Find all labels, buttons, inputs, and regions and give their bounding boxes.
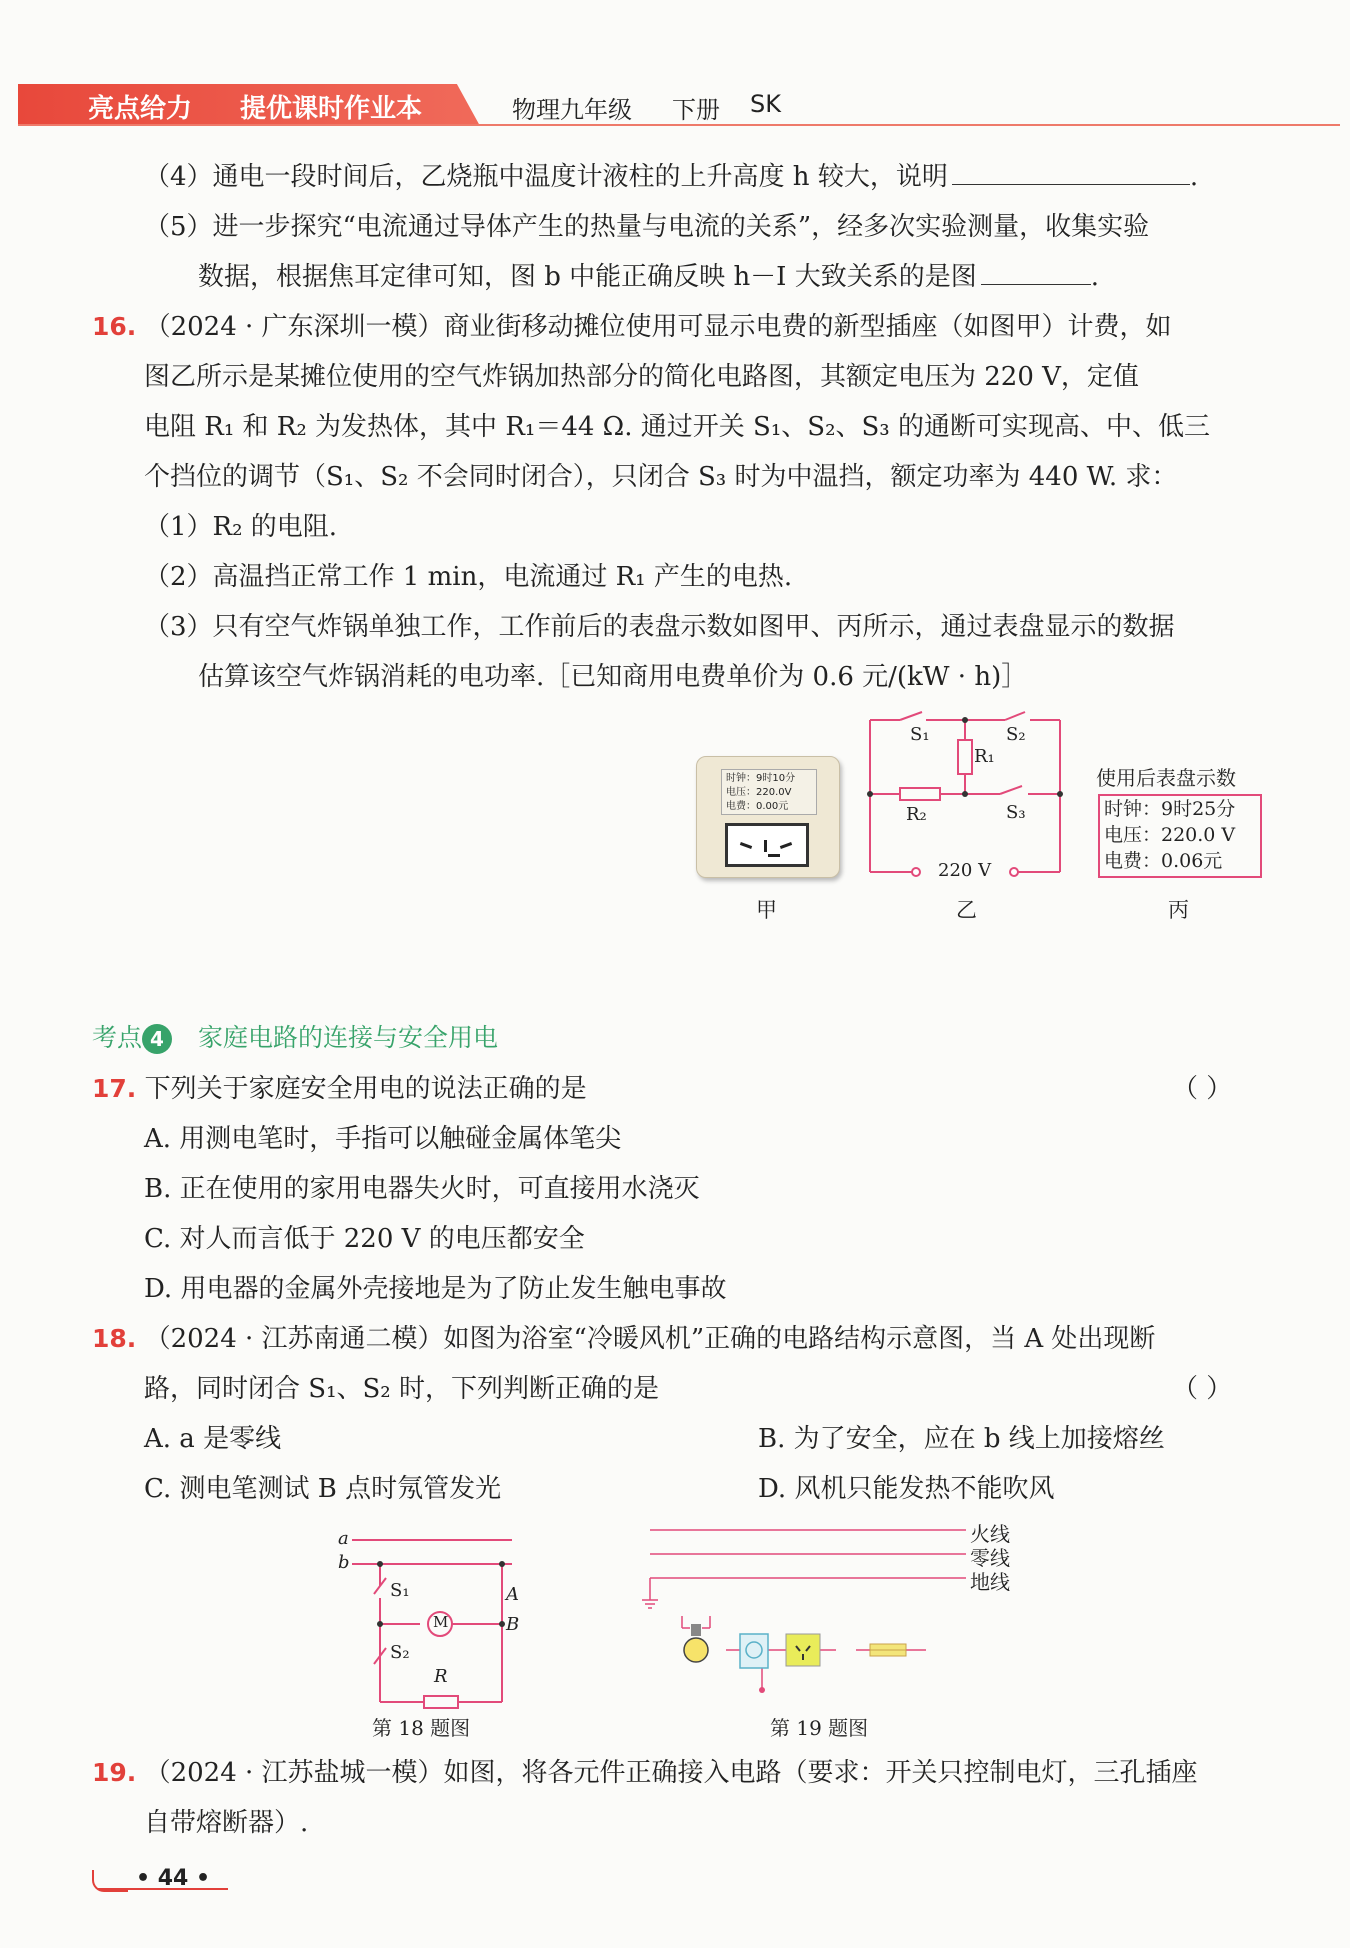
answer-blank[interactable] <box>981 262 1091 285</box>
q18-line1: （2024 · 江苏南通二模）如图为浴室“冷暖风机”正确的电路结构示意图，当 A 处出现断 <box>144 1324 1156 1354</box>
q18-option-b: B. 为了安全，应在 b 线上加接熔丝 <box>758 1424 1165 1454</box>
question-number: 17. <box>92 1074 137 1103</box>
q15-part5-line2: 数据，根据焦耳定律可知，图 b 中能正确反映 h－I 大致关系的是图 <box>198 262 977 292</box>
figure-caption-q18: 第 18 题图 <box>372 1716 471 1740</box>
figure-caption-q19: 第 19 题图 <box>770 1716 869 1740</box>
q17-option-c: C. 对人而言低于 220 V 的电压都安全 <box>144 1224 585 1254</box>
q18-line2: 路，同时闭合 S₁、S₂ 时，下列判断正确的是 <box>144 1374 659 1404</box>
q18-answer-paren[interactable]: （ ） <box>1172 1374 1233 1404</box>
q17-option-b: B. 正在使用的家用电器失火时，可直接用水浇灭 <box>144 1174 700 1204</box>
figure-label-bing: 丙 <box>1168 898 1189 922</box>
label-r2: R₂ <box>906 804 927 825</box>
header-book-title: 提优课时作业本 <box>240 94 423 124</box>
label-s3: S₃ <box>1006 802 1026 823</box>
q15-part5: 数据，根据焦耳定律可知，图 b 中能正确反映 h－I 大致关系的是图 . <box>198 262 1099 292</box>
q16-sub1: （1）R₂ 的电阻. <box>144 512 338 542</box>
q17-option-d: D. 用电器的金属外壳接地是为了防止发生触电事故 <box>144 1274 727 1304</box>
q16-line3: 电阻 R₁ 和 R₂ 为发热体，其中 R₁＝44 Ω. 通过开关 S₁、S₂、S₃ 的通断可实现高、中、低三 <box>144 412 1210 442</box>
q17-stem: 下列关于家庭安全用电的说法正确的是 <box>144 1074 587 1104</box>
question-16 <box>92 302 1172 352</box>
q16-sub3-line2: 估算该空气炸锅消耗的电功率.［已知商用电费单价为 0.6 元/(kW · h)］ <box>198 662 1028 692</box>
question-17 <box>92 1064 587 1114</box>
q19-line1: （2024 · 江苏盐城一模）如图，将各元件正确接入电路（要求：开关只控制电灯，三孔插座 <box>144 1758 1198 1788</box>
meter-reading-clock: 时钟：9时25分 <box>1104 798 1236 820</box>
smart-socket-image <box>696 756 840 878</box>
q19-line2: 自带熔断器）. <box>144 1808 309 1838</box>
label-resistor-r: R <box>434 1666 448 1687</box>
socket-display <box>721 769 817 815</box>
socket-display-voltage: 电压：220.0V <box>726 787 792 798</box>
header-edition: SK <box>750 90 781 118</box>
socket-display-fee: 电费：0.00元 <box>726 801 789 812</box>
meter-reading-voltage: 电压：220.0 V <box>1104 824 1236 846</box>
circuit-diagram-q18 <box>340 1522 520 1722</box>
label-wire-b: b <box>338 1552 350 1573</box>
socket-display-clock: 时钟：9时10分 <box>726 773 796 784</box>
q17-option-a: A. 用测电笔时，手指可以触碰金属体笔尖 <box>144 1124 622 1154</box>
q15-part5-line1: （5）进一步探究“电流通过导体产生的热量与电流的关系”，经多次实验测量，收集实验 <box>144 212 1150 242</box>
page-number-ornament <box>92 1870 128 1892</box>
label-220v: 220 V <box>938 860 992 881</box>
q16-line4: 个挡位的调节（S₁、S₂ 不会同时闭合），只闭合 S₃ 时为中温挡，额定功率为 440 W. 求： <box>144 462 1178 492</box>
wiring-diagram-q19 <box>636 1516 976 1706</box>
label-s1: S₁ <box>910 724 930 745</box>
circuit-diagram-yi <box>860 710 1070 880</box>
header-subject: 物理九年级 <box>512 96 632 124</box>
section-header <box>92 1018 498 1054</box>
question-18 <box>92 1314 1155 1364</box>
label-neutral-wire: 零线 <box>970 1546 1010 1570</box>
label-wire-a: a <box>338 1528 349 1549</box>
q17-answer-paren[interactable]: （ ） <box>1172 1074 1233 1104</box>
fuse-icon <box>870 1644 906 1656</box>
q16-line1: （2024 · 广东深圳一模）商业街移动摊位使用可显示电费的新型插座（如图甲）计费，如 <box>144 312 1172 342</box>
question-number: 19. <box>92 1758 137 1787</box>
q15-part4: （4）通电一段时间后，乙烧瓶中温度计液柱的上升高度 h 较大，说明 . <box>144 162 1199 192</box>
q15-part4-text: （4）通电一段时间后，乙烧瓶中温度计液柱的上升高度 h 较大，说明 <box>144 162 948 192</box>
label-switch-s2: S₂ <box>390 1642 410 1663</box>
motor-icon: M <box>433 1613 449 1631</box>
q18-option-a: A. a 是零线 <box>144 1424 282 1454</box>
header-brand: 亮点给力 <box>88 94 193 124</box>
q16-sub3-line1: （3）只有空气炸锅单独工作，工作前后的表盘示数如图甲、丙所示，通过表盘显示的数据 <box>144 612 1175 642</box>
label-live-wire: 火线 <box>970 1522 1010 1546</box>
question-number: 16. <box>92 312 137 341</box>
question-19 <box>92 1748 1198 1798</box>
label-ground-wire: 地线 <box>970 1570 1010 1594</box>
meter-reading-fee: 电费：0.06元 <box>1104 850 1223 872</box>
header-volume: 下册 <box>672 96 720 124</box>
label-point-b: B <box>506 1614 520 1635</box>
label-s2: S₂ <box>1006 724 1026 745</box>
meter-reading-title: 使用后表盘示数 <box>1096 766 1236 790</box>
label-r1: R₁ <box>974 746 995 767</box>
three-hole-socket-icon <box>786 1634 820 1666</box>
q16-line2: 图乙所示是某摊位使用的空气炸锅加热部分的简化电路图，其额定电压为 220 V，定值 <box>144 362 1139 392</box>
answer-blank[interactable] <box>952 162 1190 185</box>
switch-icon <box>740 1634 768 1668</box>
page-number: • 44 • <box>136 1866 211 1891</box>
q16-sub2: （2）高温挡正常工作 1 min，电流通过 R₁ 产生的电热. <box>144 562 793 592</box>
label-point-a: A <box>506 1584 519 1605</box>
section-number-badge: 4 <box>142 1024 172 1054</box>
section-label: 考点 <box>92 1023 143 1052</box>
q18-option-d: D. 风机只能发热不能吹风 <box>758 1474 1055 1504</box>
label-switch-s1: S₁ <box>390 1580 410 1601</box>
meter-reading-box <box>1098 794 1262 878</box>
question-number: 18. <box>92 1324 137 1353</box>
socket-outlet-icon <box>725 823 809 867</box>
light-bulb-icon <box>684 1624 708 1662</box>
figure-label-jia: 甲 <box>756 898 777 922</box>
q18-option-c: C. 测电笔测试 B 点时氖管发光 <box>144 1474 502 1504</box>
figure-label-yi: 乙 <box>956 898 977 922</box>
section-title: 家庭电路的连接与安全用电 <box>197 1023 498 1052</box>
